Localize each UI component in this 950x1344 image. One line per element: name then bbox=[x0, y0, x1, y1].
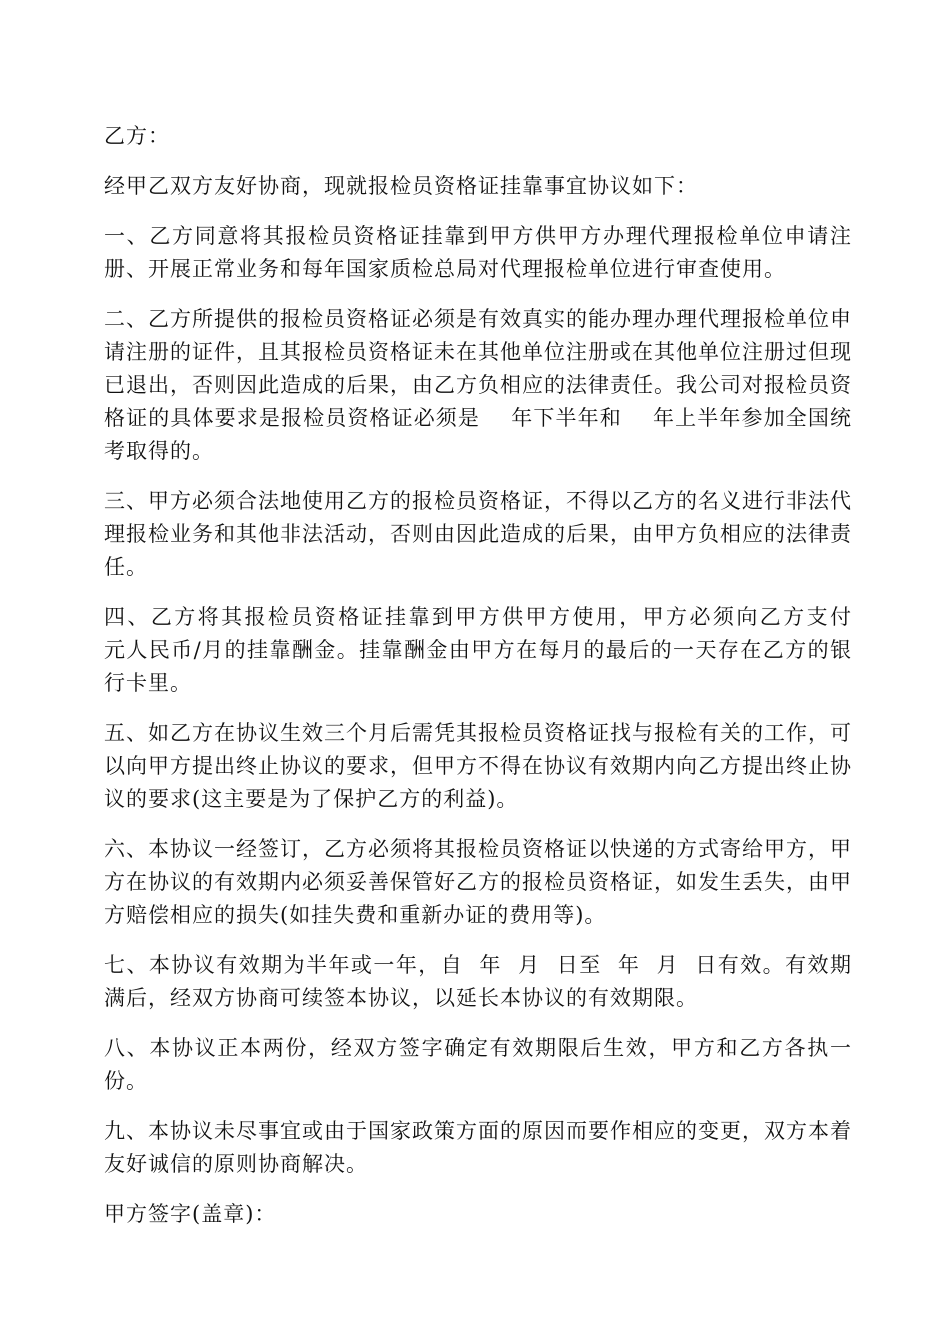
clause-7: 七、本协议有效期为半年或一年，自 年 月 日至 年 月 日有效。有效期满后，经双方协商可续签本协议，以延长本协议的有效期限。 bbox=[104, 953, 852, 1010]
clause-5: 五、如乙方在协议生效三个月后需凭其报检员资格证找与报检有关的工作，可以向甲方提出终止协议的要求，但甲方不得在协议有效期内向乙方提出终止协议的要求(这主要是为了保护乙方的利益)。 bbox=[104, 721, 852, 811]
clause-1: 一、乙方同意将其报检员资格证挂靠到甲方供甲方办理代理报检单位申请注册、开展正常业务和每年国家质检总局对代理报检单位进行审查使用。 bbox=[104, 224, 852, 281]
clause-9: 九、本协议未尽事宜或由于国家政策方面的原因而要作相应的变更，双方本着友好诚信的原则协商解决。 bbox=[104, 1119, 852, 1176]
clause-8: 八、本协议正本两份，经双方签字确定有效期限后生效，甲方和乙方各执一份。 bbox=[104, 1036, 852, 1093]
agreement-intro: 经甲乙双方友好协商，现就报检员资格证挂靠事宜协议如下： bbox=[104, 174, 698, 198]
clause-6: 六、本协议一经签订，乙方必须将其报检员资格证以快递的方式寄给甲方，甲方在协议的有效期内必须妥善保管好乙方的报检员资格证，如发生丢失，由甲方赔偿相应的损失(如挂失费和重新办证的费用等)。 bbox=[104, 837, 852, 927]
clause-4: 四、乙方将其报检员资格证挂靠到甲方供甲方使用，甲方必须向乙方支付 元人民币/月的挂靠酬金。挂靠酬金由甲方在每月的最后的一天存在乙方的银行卡里。 bbox=[104, 605, 883, 695]
party-b-label: 乙方： bbox=[104, 124, 170, 148]
agreement-document bbox=[104, 120, 883, 1248]
party-a-signature: 甲方签字(盖章)： bbox=[104, 1202, 277, 1226]
clause-3: 三、甲方必须合法地使用乙方的报检员资格证，不得以乙方的名义进行非法代理报检业务和其他非法活动，否则由因此造成的后果，由甲方负相应的法律责任。 bbox=[104, 489, 852, 579]
clause-2: 二、乙方所提供的报检员资格证必须是有效真实的能办理办理代理报检单位申请注册的证件，且其报检员资格证未在其他单位注册或在其他单位注册过但现已退出，否则因此造成的后果，由乙方负相应的法律责任。我公司对报检员资格证的具体要求是报检员资格证必须是 年下半年和 年上半年参加全国统考取得的。 bbox=[104, 307, 852, 463]
